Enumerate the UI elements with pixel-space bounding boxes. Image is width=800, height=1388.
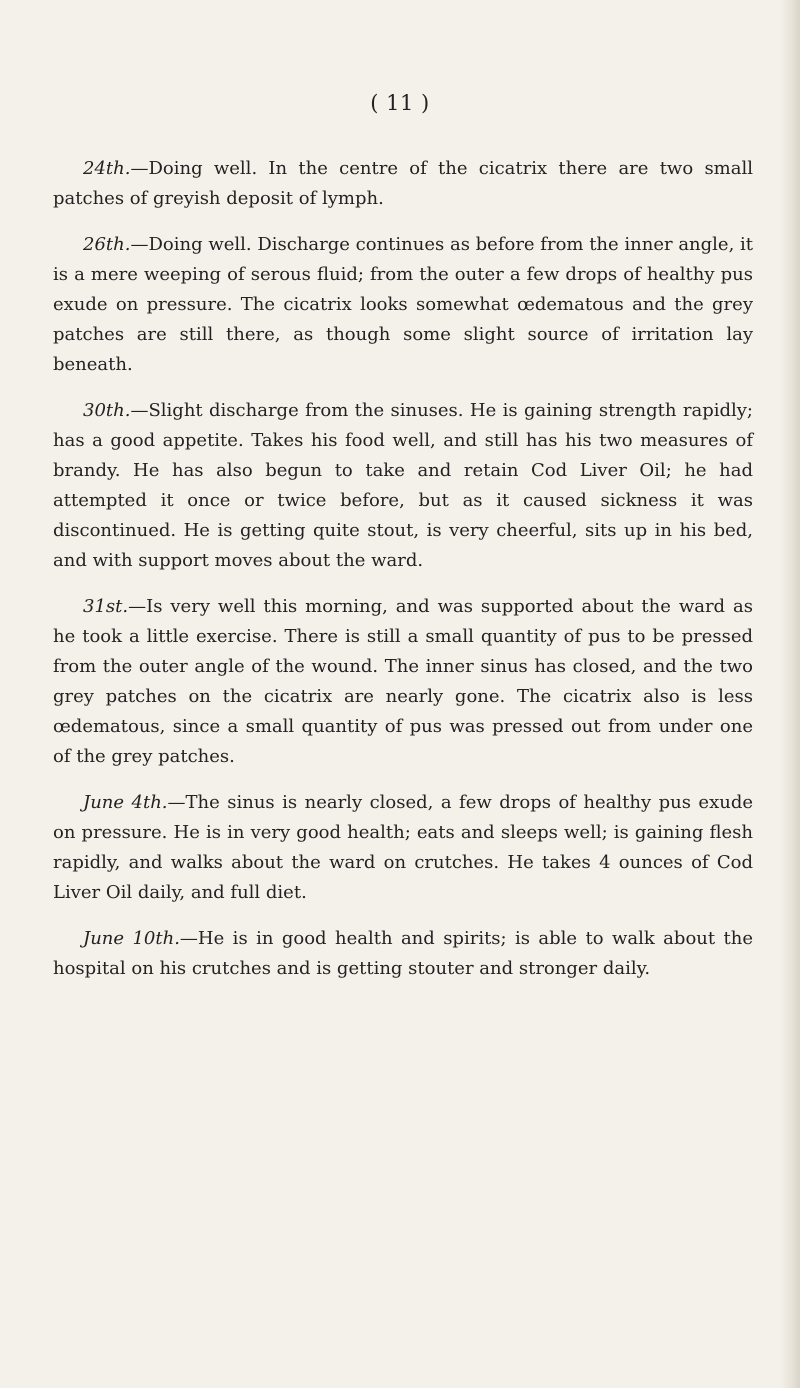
entry-date: 26th. <box>83 234 131 255</box>
entry-date: 31st. <box>83 596 129 617</box>
entry-date: June 10th. <box>83 928 180 949</box>
entry-24th <box>53 154 753 214</box>
entry-text: —Doing well. In the centre of the cicatrix there are two small patches of greyish deposit of lymph. <box>53 158 753 209</box>
entry-date: June 4th. <box>83 792 168 813</box>
entry-26th <box>53 230 753 380</box>
entry-text: —Slight discharge from the sinuses. He is gaining strength rapidly; has a good appetite. Takes his food well, and still has his two measures of brandy. He has also begun to take and retain Cod Liver Oil; he had attempted it once or twice before, but as it caused sickness it was discontinued. He is getting quite stout, is very cheerful, sits up in his bed, and with support moves about the ward. <box>53 400 753 571</box>
entry-june-10th <box>53 924 753 984</box>
case-notes <box>53 154 753 1000</box>
entry-june-4th <box>53 788 753 908</box>
entry-text: —The sinus is nearly closed, a few drops of healthy pus exude on pressure. He is in very good health; eats and sleeps well; is gaining flesh rapidly, and walks about the ward on crutches. He takes 4 ounces of Cod Liver Oil daily, and full diet. <box>53 792 753 903</box>
entry-31st <box>53 592 753 772</box>
entry-date: 24th. <box>83 158 131 179</box>
page-edge-shadow <box>780 0 800 1388</box>
entry-text: —Doing well. Discharge continues as before from the inner angle, it is a mere weeping of serous fluid; from the outer a few drops of healthy pus exude on pressure. The cicatrix looks somewhat œdematous and the grey patches are still there, as though some slight source of irritation lay beneath. <box>53 234 754 375</box>
entry-date: 30th. <box>83 400 131 421</box>
entry-text: —Is very well this morning, and was supported about the ward as he took a little exercise. There is still a small quantity of pus to be pressed from the outer angle of the wound. The inner sinus has closed, and the two grey patches on the cicatrix are nearly gone. The cicatrix also is less œdematous, since a small quantity of pus was pressed out from under one of the grey patches. <box>53 596 753 767</box>
page-number: ( 11 ) <box>370 91 430 115</box>
entry-30th <box>53 396 753 576</box>
entry-text: —He is in good health and spirits; is able to walk about the hospital on his crutches and is getting stouter and stronger daily. <box>53 928 753 979</box>
